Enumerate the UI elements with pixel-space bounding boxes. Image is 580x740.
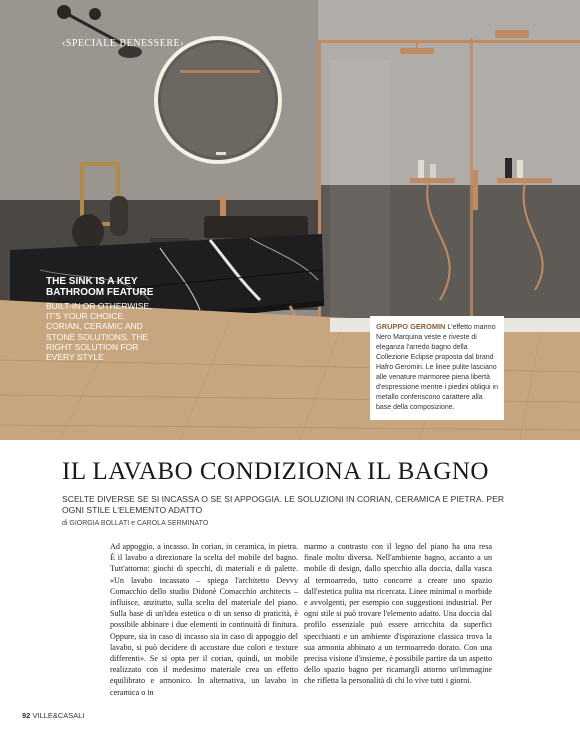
body-column-left: Ad appoggio, a incasso. In corian, in ceramica, in pietra. È il lavabo a direzionare la scelta del mobile del bagno. Tutt'attorno: giochi di specchi, di materiali e di palette. «Un lavabo incassato – spiega l'architetto Devvy Comacchio dello studio Didonè Comacchio architects – influisce, anzitutto, sulla scelta del materiale del piano. Sulla base di un'idea estetica o di un senso di praticità, è possibile abbinare i due elementi in continuità di finitura. Oppure, sia in caso di incasso sia in caso di appoggio del lavabo, si può decidere di accostare due colori e texture differenti». Se si opta per il corian, quindi, un mobile realizzato con il medesimo materiale crea un effetto equilibrato e armonico. In alternativa, un lavabo in ceramica o in [110,542,298,697]
article-subtitle: SCELTE DIVERSE SE SI INCASSA O SE SI APPOGGIA. LE SOLUZIONI IN CORIAN, CERAMICA E PIETRA. PER OGNI STILE L'ELEMENTO ADATTO [62,494,505,515]
caption-brand: GRUPPO GEROMIN [376,322,446,331]
feature-title: THE SINK IS A KEY BATHROOM FEATURE [46,276,154,298]
article-byline: di GIORGIA BOLLATI e CAROLA SERMINATO [62,520,209,527]
caption-text: L'effetto marmo Nero Marquina veste e riveste di eleganza l'arredo bagno della Collezione Eclipse proposta dal brand Hafro Geromin. Le linee pulite lasciano alle venature marmoree piena libertà d'espressione mentre i piedini obliqui in metallo conferiscono carattere alla base della composizione. [376,324,498,411]
section-tag: ‹SPECIALE BENESSERE› [62,38,184,49]
article-headline: IL LAVABO CONDIZIONA IL BAGNO [62,458,489,485]
feature-body: BUILT-IN OR OTHERWISE, IT'S YOUR CHOICE. CORIAN, CERAMIC AND STONE SOLUTIONS. THE RIGHT SOLUTION FOR EVERY STYLE [46,301,152,363]
publication-name: VILLE&CASALI [32,711,85,720]
page-number: 92 [22,711,31,720]
photo-caption [370,316,504,420]
page-footer [22,711,85,720]
body-column-right: marmo a contrasto con il legno del piano ha una resa finale molto diversa. Nell'ambiente bagno, accanto a un mobile di design, dallo specchio alla doccia, dalla vasca al termoarredo, tutto concorre a creare uno spazio dall'estetica pulita ma ricercata. Linee minimal o morbide e avvolgenti, per esempio con suggestioni industrial. Per ogni stile si può trovare l'elemento adatto. Una doccia dal profilo essenziale può essere arricchita da superfici specchianti e un ambiente d'ispirazione classica trova la sua armonia abbinato a un termoarredo dorato. Con una precisa visione d'insieme, è possibile partire da un aspetto dello spazio bagno per ricamargli attorno un'immagine che rifletta la personalità di chi lo vive tutti i giorni. [304,542,492,686]
feature-callout [46,276,156,362]
